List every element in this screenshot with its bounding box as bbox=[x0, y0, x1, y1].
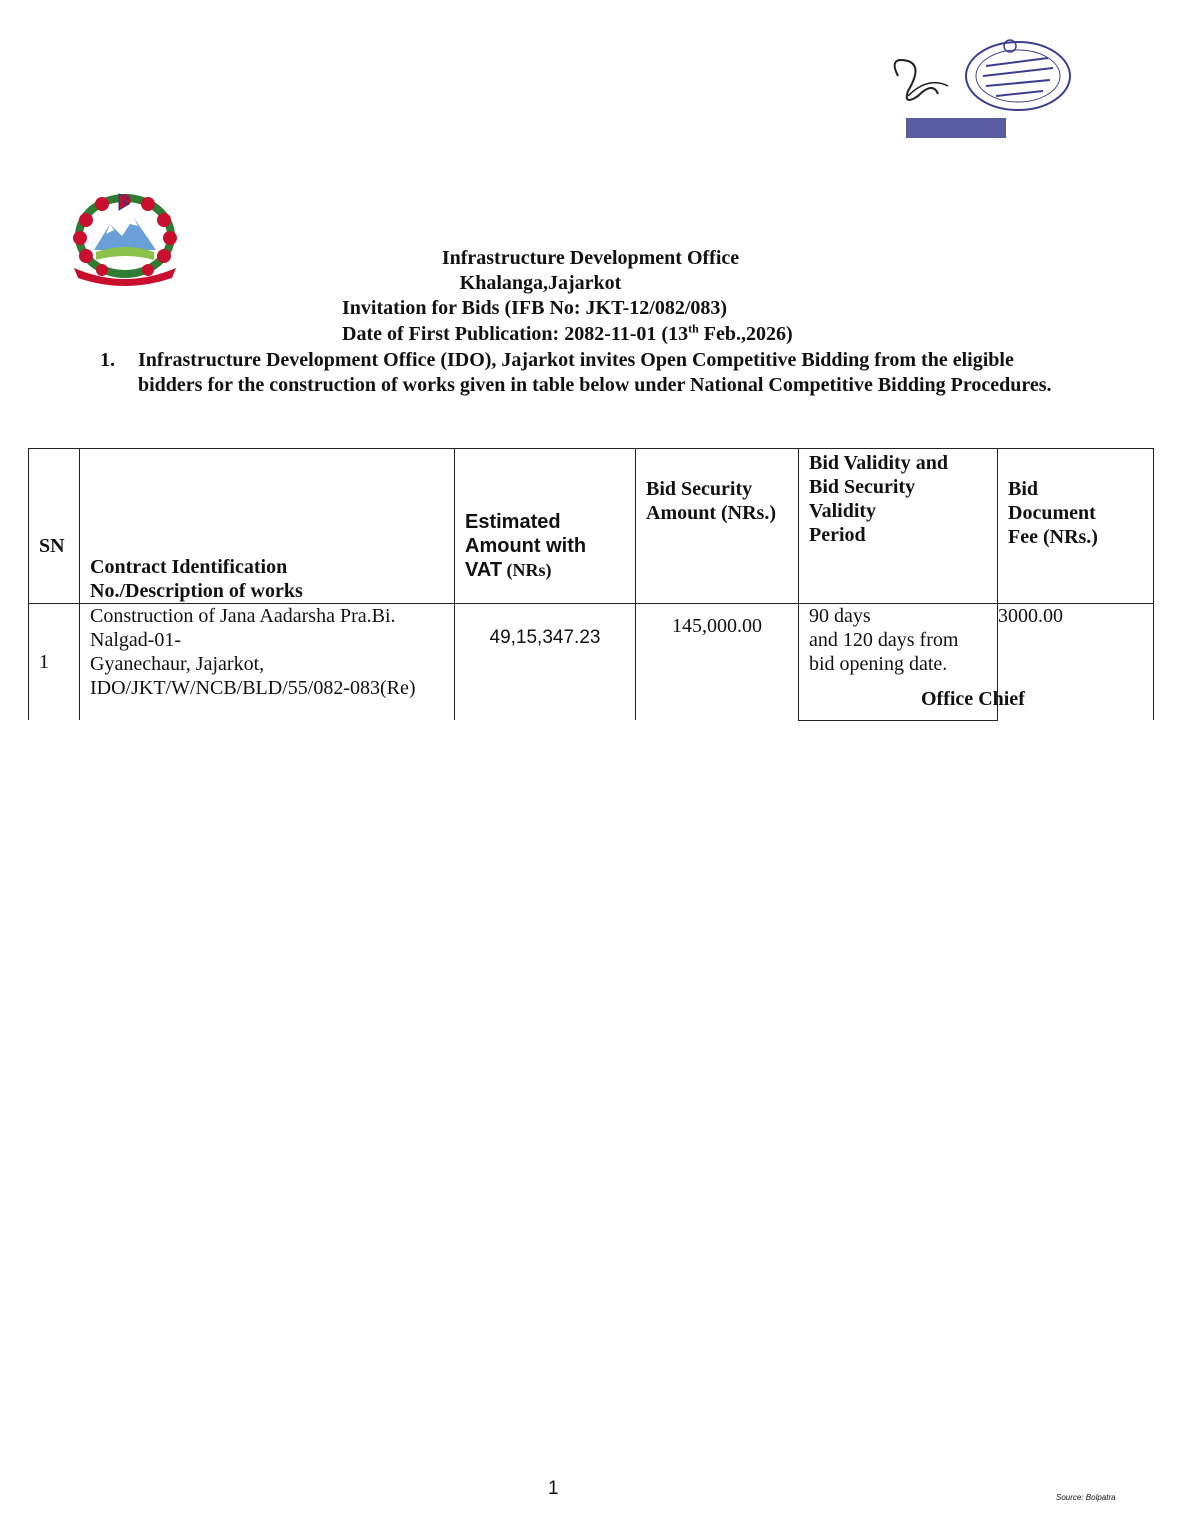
office-location: Khalanga,Jajarkot bbox=[459, 272, 622, 294]
header-security: Bid Security Amount (NRs.) bbox=[636, 449, 799, 604]
header-contract: Contract Identification No./Description of works bbox=[80, 449, 455, 604]
bids-table bbox=[28, 448, 1154, 721]
source-note: Source: Bolpatra bbox=[1056, 1493, 1116, 1502]
row-sn: 1 bbox=[29, 604, 80, 721]
row-estimated: 49,15,347.23 bbox=[455, 604, 636, 721]
header-sn: SN bbox=[29, 449, 80, 604]
header-estimated: Estimated Amount with VAT (NRs) bbox=[455, 449, 636, 604]
row-fee: 3000.00 bbox=[998, 604, 1154, 721]
intro-paragraph bbox=[100, 348, 1060, 398]
ifb-number: Invitation for Bids (IFB No: JKT-12/082/083) bbox=[342, 297, 728, 319]
publication-date: Date of First Publication: 2082-11-01 (13th Feb.,2026) bbox=[342, 321, 793, 345]
row-description: Construction of Jana Aadarsha Pra.Bi. Nalgad-01- Gyanechaur, Jajarkot, IDO/JKT/W/NCB/BLD/55/082-083(Re) bbox=[80, 604, 455, 721]
table-header-row bbox=[29, 449, 1154, 604]
row-validity: 90 days and 120 days from bid opening date. bbox=[799, 604, 998, 721]
header-validity: Bid Validity and Bid Security Validity Period bbox=[799, 449, 998, 604]
intro-text: Infrastructure Development Office (IDO), Jajarkot invites Open Competitive Bidding from the eligible bidders for the construction of works given in table below under National Competitive Bidding Procedures. bbox=[138, 349, 1052, 396]
header-fee: Bid Document Fee (NRs.) bbox=[998, 449, 1154, 604]
office-chief-signoff: Office Chief bbox=[921, 688, 1025, 710]
intro-number: 1. bbox=[100, 349, 115, 371]
signature-stamp-icon bbox=[878, 36, 1078, 146]
row-security: 145,000.00 bbox=[636, 604, 799, 721]
page-number: 1 bbox=[548, 1478, 559, 1499]
office-name: Infrastructure Development Office bbox=[441, 247, 740, 269]
